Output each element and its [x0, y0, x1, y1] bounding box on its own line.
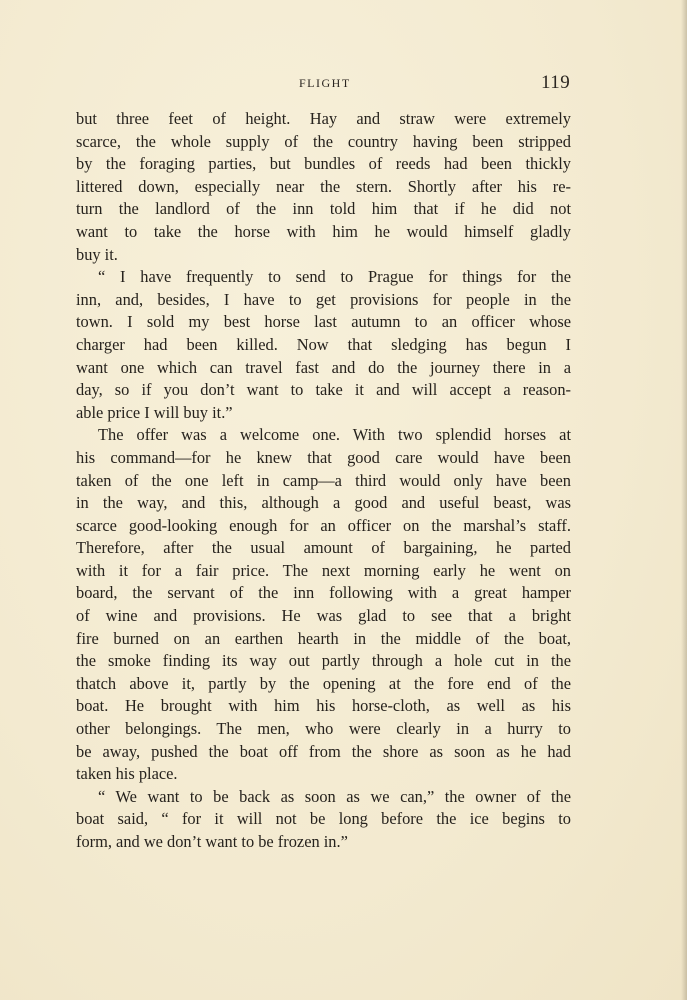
text-line: able price I will buy it.” — [76, 402, 233, 422]
text-line: scarce good-looking enough for an officer on the marshal’s staff. — [76, 515, 571, 535]
text-line: of wine and provisions. He was glad to see that a bright — [76, 606, 571, 626]
text-line: scarce, the whole supply of the country having been stripped — [76, 131, 571, 151]
text-line: be away, pushed the boat off from the shore as soon as he had — [76, 741, 571, 761]
text-line: taken of the one left in camp—a third would only have been — [76, 470, 571, 490]
text-line: buy it. — [76, 244, 118, 264]
text-line: taken his place. — [76, 764, 178, 784]
text-line: in the way, and this, although a good and useful beast, was — [76, 493, 571, 513]
text-line: “ I have frequently to send to Prague for things for the — [98, 267, 571, 287]
paragraph — [76, 786, 571, 854]
text-line: The offer was a welcome one. With two splendid horses at — [98, 425, 571, 445]
body-text — [76, 108, 571, 854]
text-line: turn the landlord of the inn told him that if he did not — [76, 199, 571, 219]
text-line: thatch above it, partly by the opening at the fore end of the — [76, 673, 571, 693]
paragraph — [76, 108, 571, 266]
text-line: with it for a fair price. The next morning early he went on — [76, 560, 571, 580]
text-line: want one which can travel fast and do the journey there in a — [76, 357, 571, 377]
running-head: FLIGHT — [299, 76, 351, 90]
text-line: town. I sold my best horse last autumn to an officer whose — [76, 312, 571, 332]
text-line: want to take the horse with him he would himself gladly — [76, 221, 571, 241]
page-edge-shadow — [681, 0, 687, 1000]
text-line: boat said, “ for it will not be long before the ice begins to — [76, 809, 571, 829]
text-line: charger had been killed. Now that sledging has begun I — [76, 334, 571, 354]
text-line: Therefore, after the usual amount of bargaining, he parted — [76, 538, 571, 558]
text-line: by the foraging parties, but bundles of reeds had been thickly — [76, 154, 571, 174]
text-line: board, the servant of the inn following with a great hamper — [76, 583, 571, 603]
text-line: “ We want to be back as soon as we can,” the owner of the — [98, 786, 571, 806]
page-header — [0, 72, 687, 96]
text-line: fire burned on an earthen hearth in the middle of the boat, — [76, 628, 571, 648]
paragraph — [76, 266, 571, 424]
paragraph — [76, 424, 571, 786]
text-line: day, so if you don’t want to take it and will accept a reason- — [76, 380, 571, 400]
text-line: form, and we don’t want to be frozen in.” — [76, 832, 348, 851]
page-number: 119 — [541, 72, 571, 93]
text-line: inn, and, besides, I have to get provisions for people in the — [76, 289, 571, 309]
text-line: his command—for he knew that good care would have been — [76, 447, 571, 467]
text-line: boat. He brought with him his horse-cloth, as well as his — [76, 696, 571, 716]
text-line: other belongings. The men, who were clearly in a hurry to — [76, 719, 571, 739]
text-line: the smoke finding its way out partly through a hole cut in the — [76, 651, 571, 671]
text-line: littered down, especially near the stern. Shortly after his re- — [76, 176, 571, 196]
text-line: but three feet of height. Hay and straw were extremely — [76, 109, 571, 128]
